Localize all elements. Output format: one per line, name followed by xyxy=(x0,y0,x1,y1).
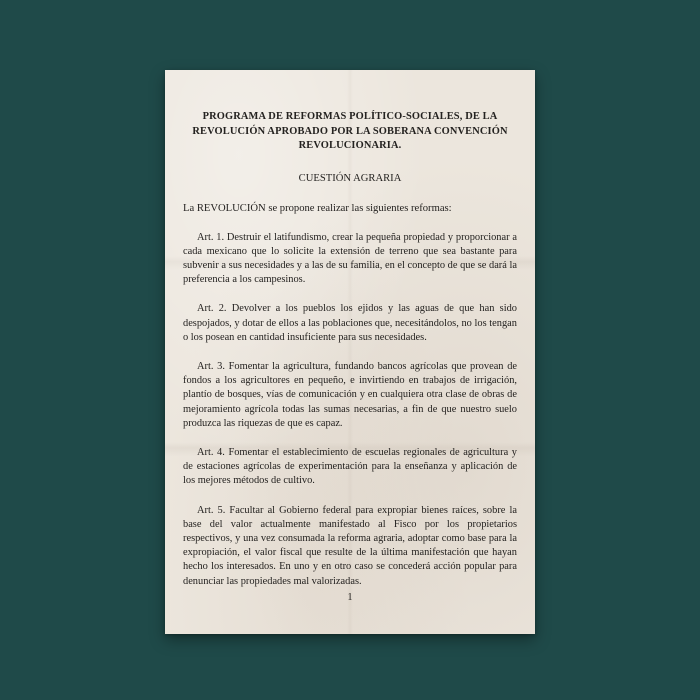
document-page xyxy=(165,70,535,634)
section-heading: CUESTIÓN AGRARIA xyxy=(298,172,402,184)
article-2: Art. 2. Devolver a los pueblos los ejidos y las aguas de que han sido despojados, y dotar de ellos a las poblaciones que, necesitándolos, no los tengan o los posean en cantidad insuficiente para sus necesidades. xyxy=(183,303,517,343)
intro-paragraph: La REVOLUCIÓN se propone realizar las siguientes reformas: xyxy=(183,202,452,214)
article-4: Art. 4. Fomentar el establecimiento de escuelas regionales de agricultura y de estaciones agrícolas de experimentación para la enseñanza y aplicación de los mejores métodos de cultivo. xyxy=(183,446,517,487)
article-3: Art. 3. Fomentar la agricultura, fundando bancos agrícolas que provean de fondos a los agricultores en pequeño, e invirtiendo en trabajos de irrigación, plantío de bosques, vías de comunicación y en cualquiera otra clase de obras de mejoramiento agrícola todas las sumas necesarias, a fin de que nuestro suelo produzca las riquezas de que es capaz. xyxy=(183,360,517,429)
page-number: 1 xyxy=(347,592,353,603)
article-5: Art. 5. Facultar al Gobierno federal para expropiar bienes raíces, sobre la base del valor actualmente manifestado al Fisco por los propietarios respectivos, y una vez consumada la reforma agraria, adoptar como base para la expropiación, el valor fiscal que resulte de la última manifestación que hayan hecho los interesados. En uno y en otro caso se concederá acción popular para denunciar las propiedades mal valorizadas. xyxy=(183,504,517,587)
document-title: PROGRAMA DE REFORMAS POLÍTICO-SOCIALES, DE LA REVOLUCIÓN APROBADO POR LA SOBERANA CONVENCIÓN REVOLUCIONARIA. xyxy=(192,111,508,151)
article-1: Art. 1. Destruir el latifundismo, crear la pequeña propiedad y proporcionar a cada mexicano que lo solicite la extensión de terreno que sea bastante para subvenir a sus necesidades y a las de su familia, en el concepto de que se dará la preferencia a los campesinos. xyxy=(183,231,517,286)
